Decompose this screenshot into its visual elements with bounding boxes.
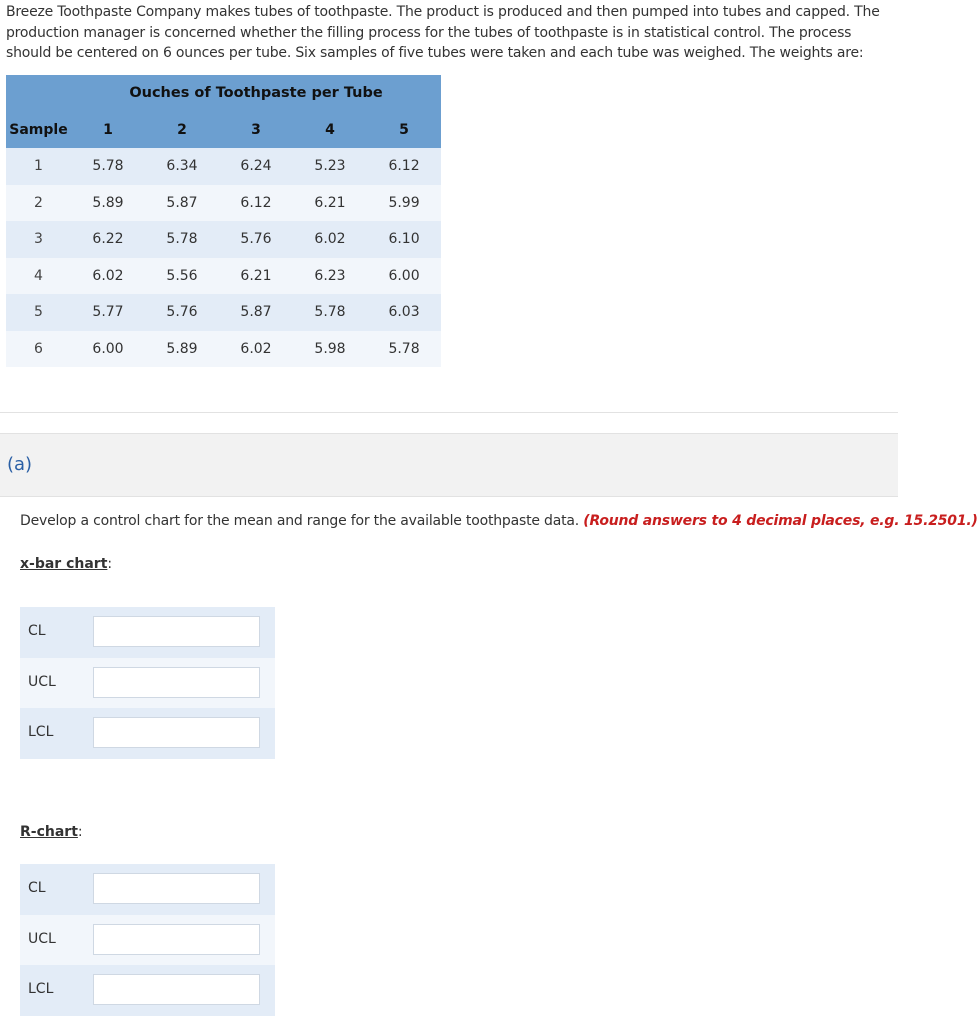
table-cell: 6.02 (71, 258, 145, 295)
table-cell: 6.23 (293, 258, 367, 295)
table-cell: 6.02 (293, 221, 367, 258)
xbar-chart-title: x-bar chart (20, 556, 108, 572)
table-cell: 6.34 (145, 148, 219, 185)
table-row (6, 331, 441, 368)
table-group-title: Ouches of Toothpaste per Tube (71, 75, 441, 111)
table-cell: 6.10 (367, 221, 441, 258)
header-blank (6, 75, 71, 111)
xbar-answer-table (20, 607, 275, 759)
xbar-cl-row (20, 607, 275, 658)
r-chart-colon: : (77, 824, 83, 840)
r-lcl-input[interactable] (93, 974, 260, 1005)
field-label: CL (28, 880, 46, 896)
sample-number: 2 (6, 185, 71, 222)
xbar-chart-heading (20, 556, 112, 572)
instruction-main: Develop a control chart for the mean and range for the available toothpaste data. (20, 513, 584, 529)
sample-number: 5 (6, 294, 71, 331)
r-chart-heading (20, 824, 83, 840)
table-cell: 5.76 (145, 294, 219, 331)
column-header-2: 2 (145, 111, 219, 148)
sample-number: 1 (6, 148, 71, 185)
table-cell: 6.21 (293, 185, 367, 222)
table-row (6, 185, 441, 222)
table-cell: 5.98 (293, 331, 367, 368)
table-cell: 5.87 (145, 185, 219, 222)
table-cell: 5.78 (145, 221, 219, 258)
xbar-ucl-input[interactable] (93, 667, 260, 698)
xbar-cl-input[interactable] (93, 616, 260, 647)
table-cell: 6.00 (71, 331, 145, 368)
column-header-sample: Sample (6, 111, 71, 148)
field-label: UCL (28, 930, 56, 947)
sample-number: 4 (6, 258, 71, 295)
r-ucl-row (20, 915, 275, 966)
problem-statement: Breeze Toothpaste Company makes tubes of toothpaste. The product is produced and then pumped into tubes and capped. The production manager is concerned whether the filling process for the tubes of toothpaste is in statistical control. The process should be centered on 6 ounces per tube. Six samples of five tubes were taken and each tube was weighed. The weights are: (6, 4, 880, 61)
column-header-5: 5 (367, 111, 441, 148)
table-cell: 5.89 (145, 331, 219, 368)
xbar-lcl-input[interactable] (93, 717, 260, 748)
r-ucl-input[interactable] (93, 924, 260, 955)
xbar-ucl-row (20, 658, 275, 709)
field-label: LCL (28, 724, 54, 741)
part-label: (a) (7, 454, 33, 475)
weights-table (6, 75, 441, 367)
column-header-4: 4 (293, 111, 367, 148)
xbar-colon: : (107, 556, 113, 572)
table-row (6, 221, 441, 258)
part-header-band (0, 433, 898, 497)
table-cell: 5.78 (293, 294, 367, 331)
r-cl-input[interactable] (93, 873, 260, 904)
table-cell: 5.56 (145, 258, 219, 295)
r-lcl-row (20, 965, 275, 1016)
table-cell: 5.78 (71, 148, 145, 185)
table-cell: 6.12 (219, 185, 293, 222)
section-divider (0, 412, 898, 413)
table-cell: 5.77 (71, 294, 145, 331)
table-cell: 5.89 (71, 185, 145, 222)
field-label: CL (28, 623, 46, 639)
column-header-1: 1 (71, 111, 145, 148)
r-cl-row (20, 864, 275, 915)
table-row (6, 148, 441, 185)
table-cell: 6.12 (367, 148, 441, 185)
table-cell: 5.76 (219, 221, 293, 258)
table-cell: 5.87 (219, 294, 293, 331)
field-label: UCL (28, 673, 56, 690)
table-cell: 6.24 (219, 148, 293, 185)
r-chart-answer-table (20, 864, 275, 1016)
table-cell: 5.99 (367, 185, 441, 222)
table-row (6, 294, 441, 331)
sample-number: 6 (6, 331, 71, 368)
r-chart-title: R-chart (20, 824, 78, 840)
table-cell: 5.23 (293, 148, 367, 185)
xbar-lcl-row (20, 708, 275, 759)
sample-number: 3 (6, 221, 71, 258)
field-label: LCL (28, 981, 54, 998)
table-row (6, 258, 441, 295)
table-cell: 6.02 (219, 331, 293, 368)
table-cell: 6.21 (219, 258, 293, 295)
column-header-3: 3 (219, 111, 293, 148)
table-cell: 6.03 (367, 294, 441, 331)
table-cell: 6.00 (367, 258, 441, 295)
table-cell: 6.22 (71, 221, 145, 258)
rounding-hint: (Round answers to 4 decimal places, e.g. 15.2501.) (583, 513, 978, 529)
table-cell: 5.78 (367, 331, 441, 368)
instruction-text (20, 513, 978, 529)
